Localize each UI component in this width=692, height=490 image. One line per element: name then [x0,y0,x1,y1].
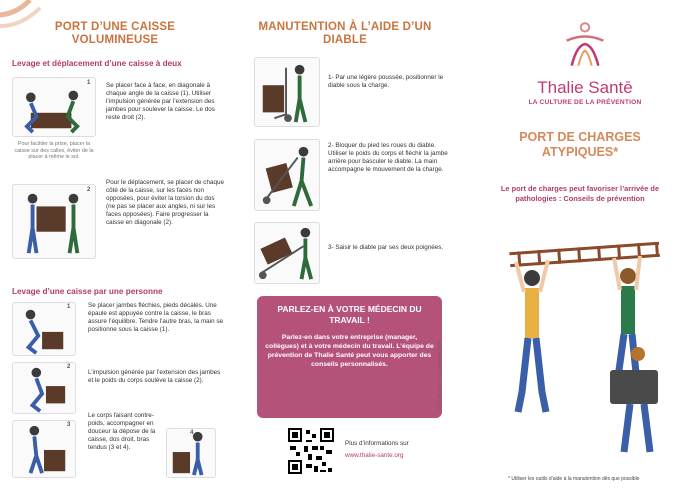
column-diable [232,0,460,490]
info-label: Plus d’informations sur [345,440,409,447]
callout-title: PARLEZ-EN À VOTRE MÉDECIN DU TRAVAIL ! [277,304,422,325]
caption-calles: Pour faciliter la prise, placer la caisse sur des calles, éviter de la placer à même le sol. [14,141,94,161]
text-jambes-flechies: Se placer jambes fléchies, pieds décalés. Une épaule est appuyée contre la caisse, le bras assure l’équilibre. Tendre l’autre bras, la main se positionne sous la caisse (1). [88,302,223,334]
figure-number: 1 [87,80,91,86]
subtitle-levage-deux: Levage et déplacement d’une caisse à deux [12,59,182,68]
section-title-diable: MANUTENTION À L’AIDE D’UN DIABLE [258,21,432,46]
footnote: * Utiliser les outils d’aide à la manutention dès que possible [508,476,640,482]
step-1-text: 1- Par une légère poussée, positionner le diable sous la charge. [328,74,444,90]
callout-body: Parlez-en dans votre entreprise (manager, collègues) et à votre médecin du travail. L’équipe de prévention de Thalie Santé peut vous apporter des conseils personnalisés. [265,334,434,368]
figure-number: 2 [67,364,71,370]
step-2-text: 2- Bloquer du pied les roues du diable. Utiliser le poids du corps et fléchir la jambe arrière pour basculer le diable. La main accompagne le mouvement de la charge. [328,142,448,174]
qr-code[interactable] [288,428,334,474]
cover-intro: Le port de charges peut favoriser l’arrivée de pathologies : Conseils de prévention [500,184,660,203]
cover-title: PORT DE CHARGES ATYPIQUES* [519,130,641,159]
column-cover [460,0,692,490]
illustration-two-people-lift [12,77,96,137]
brand-name: Thalie Santē [537,78,633,97]
column-caisse [0,0,232,490]
thalie-logo-icon [560,16,610,72]
medecin-callout [257,296,442,418]
illustration-ladder-carry [460,242,692,472]
illustration-single-lift-3 [12,420,76,478]
section-title-caisse: PORT D’UNE CAISSE VOLUMINEUSE [54,21,176,46]
text-face-a-face: Se placer face à face, en diagonale à chaque angle de la caisse (1). Utiliser l’impulsion générée par l’extension des jambes pour soulever la caisse. Le dos reste droit (2). [106,82,215,122]
step-3-text: 3- Saisir le diable par ses deux poignées. [328,244,444,251]
brand-tagline: LA CULTURE DE LA PRÉVENTION [528,99,642,106]
text-contre-poids: Le corps faisant contre-poids, accompagner en douceur la dépose de la caisse, dos droit, bras tendus (3 et 4). [88,412,156,452]
text-impulsion: L’impulsion générée par l’extension des jambes et le poids du corps soulève la caisse (2). [88,369,221,385]
website-link[interactable]: www.thalie-sante.org [345,452,404,459]
illustration-hand-truck-1 [254,57,320,127]
illustration-single-lift-1 [12,302,76,356]
illustration-carry-diagonal [12,184,96,259]
subtitle-levage-une-personne: Levage d’une caisse par une personne [12,287,163,296]
text-deplacement: Pour le déplacement, se placer de chaque côté de la caisse, sur les faces non opposées, pour éviter la torsion du dos (ne pas se placer aux angles, ni sur les faces opposées). Faire progresser la caisse en diagonale (2). [106,179,224,227]
illustration-hand-truck-3 [254,222,320,284]
illustration-hand-truck-2 [254,139,320,211]
figure-number: 3 [67,422,71,428]
figure-number: 4 [190,430,194,436]
figure-number: 1 [67,304,71,310]
figure-number: 2 [87,187,91,193]
copyright-vertical: ©Thalie Santé – Novembre 2022 [438,340,443,410]
